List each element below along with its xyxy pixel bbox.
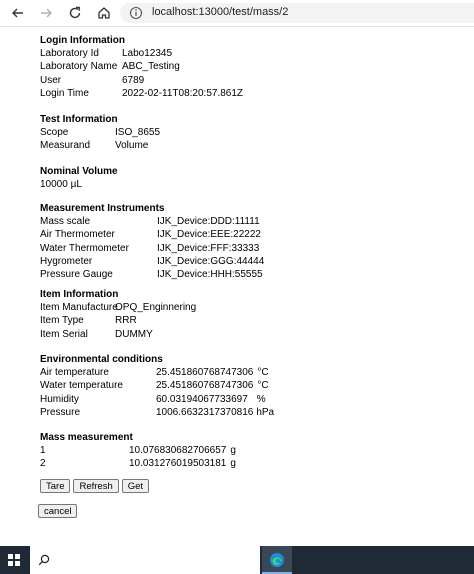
row-label: Mass scale bbox=[40, 216, 91, 227]
info-row bbox=[40, 74, 460, 87]
reload-button[interactable] bbox=[65, 3, 85, 23]
row-value: ABC_Testing bbox=[122, 61, 180, 73]
mass-row bbox=[40, 444, 460, 457]
info-row bbox=[40, 301, 460, 314]
row-value: IJK_Device:EEE:22222 bbox=[157, 229, 261, 241]
address-bar[interactable] bbox=[120, 3, 474, 23]
row-value: IJK_Device:HHH:55555 bbox=[157, 269, 263, 281]
section-title: Item Information bbox=[40, 289, 119, 300]
item-section bbox=[40, 288, 460, 353]
row-unit: °C bbox=[257, 367, 269, 378]
row-label: Item Manufacture bbox=[40, 302, 118, 313]
info-row bbox=[40, 328, 460, 341]
test-section bbox=[40, 113, 460, 165]
row-value: IJK_Device:GGG:44444 bbox=[157, 255, 265, 267]
section-title: Measurement Instruments bbox=[40, 203, 165, 214]
section-title: Environmental conditions bbox=[40, 354, 163, 365]
row-unit: g bbox=[230, 458, 236, 470]
browser-toolbar bbox=[0, 0, 474, 27]
row-label: Measurand bbox=[40, 140, 91, 152]
back-button[interactable] bbox=[8, 3, 28, 23]
row-value: 60.03194067733697 bbox=[156, 393, 248, 405]
row-unit: hPa bbox=[256, 406, 275, 418]
row-unit: % bbox=[256, 393, 266, 405]
row-label: Pressure Gauge bbox=[40, 269, 113, 281]
page-content bbox=[40, 34, 460, 471]
login-section bbox=[40, 34, 460, 113]
arrow-right-icon bbox=[39, 6, 53, 20]
row-label: User bbox=[40, 74, 62, 86]
info-row bbox=[40, 228, 460, 241]
row-value: 25.451860768747306 bbox=[156, 380, 254, 392]
row-value: RRR bbox=[115, 315, 137, 327]
row-label: Water temperature bbox=[40, 380, 123, 392]
edge-browser-icon bbox=[269, 552, 285, 568]
row-label: Scope bbox=[40, 127, 69, 138]
action-buttons bbox=[40, 479, 149, 493]
info-row bbox=[40, 47, 460, 60]
section-title: Login Information bbox=[40, 35, 125, 46]
section-title: Nominal Volume bbox=[40, 166, 118, 177]
row-unit: °C bbox=[257, 380, 269, 392]
row-label: Air Thermometer bbox=[40, 229, 115, 241]
row-value: ISO_8655 bbox=[115, 127, 161, 138]
url-text[interactable]: localhost:13000/test/mass/2 bbox=[152, 6, 289, 18]
row-label: 2 bbox=[40, 458, 46, 470]
instruments-section bbox=[40, 202, 460, 288]
info-icon[interactable] bbox=[129, 6, 143, 20]
arrow-left-icon bbox=[11, 6, 25, 20]
reload-icon bbox=[68, 6, 82, 20]
tare-button[interactable]: Tare bbox=[40, 479, 70, 493]
get-button[interactable]: Get bbox=[122, 479, 149, 493]
row-unit: g bbox=[230, 445, 236, 456]
search-icon bbox=[38, 554, 50, 566]
edge-taskbar-button[interactable] bbox=[262, 546, 292, 574]
cancel-button[interactable]: cancel bbox=[38, 504, 77, 518]
info-row bbox=[40, 255, 460, 268]
info-row bbox=[40, 60, 460, 73]
section-title: Mass measurement bbox=[40, 432, 133, 443]
refresh-button[interactable]: Refresh bbox=[73, 479, 118, 493]
home-button[interactable] bbox=[94, 3, 114, 23]
row-label: Login Time bbox=[40, 87, 89, 99]
row-label: Pressure bbox=[40, 406, 81, 418]
row-value: IJK_Device:FFF:33333 bbox=[157, 242, 260, 254]
info-row bbox=[40, 314, 460, 327]
row-label: Laboratory Name bbox=[40, 61, 118, 73]
row-value: 25.451860768747306 bbox=[156, 367, 254, 378]
row-label: 1 bbox=[40, 445, 46, 456]
row-value: 10.031276019503181 bbox=[129, 458, 227, 470]
info-row bbox=[40, 379, 460, 392]
nominal-value: 10000 µL bbox=[40, 179, 82, 190]
row-value: 6789 bbox=[122, 74, 145, 86]
info-row bbox=[40, 406, 460, 419]
row-value: Volume bbox=[115, 140, 149, 152]
row-value: DUMMY bbox=[115, 328, 153, 340]
info-row bbox=[40, 126, 460, 139]
row-value: 10.076830682706657 bbox=[129, 445, 227, 456]
info-row bbox=[40, 139, 460, 152]
info-row bbox=[40, 215, 460, 228]
row-label: Water Thermometer bbox=[40, 242, 129, 254]
row-label: Laboratory Id bbox=[40, 48, 99, 59]
info-row bbox=[40, 242, 460, 255]
row-label: Air temperature bbox=[40, 367, 109, 378]
info-row bbox=[40, 268, 460, 281]
section-title: Test Information bbox=[40, 114, 118, 125]
row-value: Labo12345 bbox=[122, 48, 173, 59]
taskbar bbox=[0, 546, 474, 574]
row-value: OPQ_Enginnering bbox=[115, 302, 197, 313]
environment-section bbox=[40, 353, 460, 431]
row-value: IJK_Device:DDD:11111 bbox=[157, 216, 260, 227]
row-label: Hygrometer bbox=[40, 255, 93, 267]
row-label: Item Type bbox=[40, 315, 84, 327]
forward-button[interactable] bbox=[36, 3, 56, 23]
row-label: Humidity bbox=[40, 393, 79, 405]
row-value: 2022-02-11T08:20:57.861Z bbox=[122, 87, 244, 99]
info-row bbox=[40, 393, 460, 406]
mass-section bbox=[40, 431, 460, 471]
mass-row bbox=[40, 457, 460, 470]
taskbar-search[interactable] bbox=[30, 546, 260, 574]
row-value: 1006.6632317370816 bbox=[156, 406, 254, 418]
home-icon bbox=[97, 6, 111, 20]
info-row bbox=[40, 366, 460, 379]
windows-start-icon[interactable] bbox=[8, 554, 20, 566]
nominal-section bbox=[40, 165, 460, 202]
row-label: Item Serial bbox=[40, 328, 88, 340]
info-row bbox=[40, 87, 460, 100]
